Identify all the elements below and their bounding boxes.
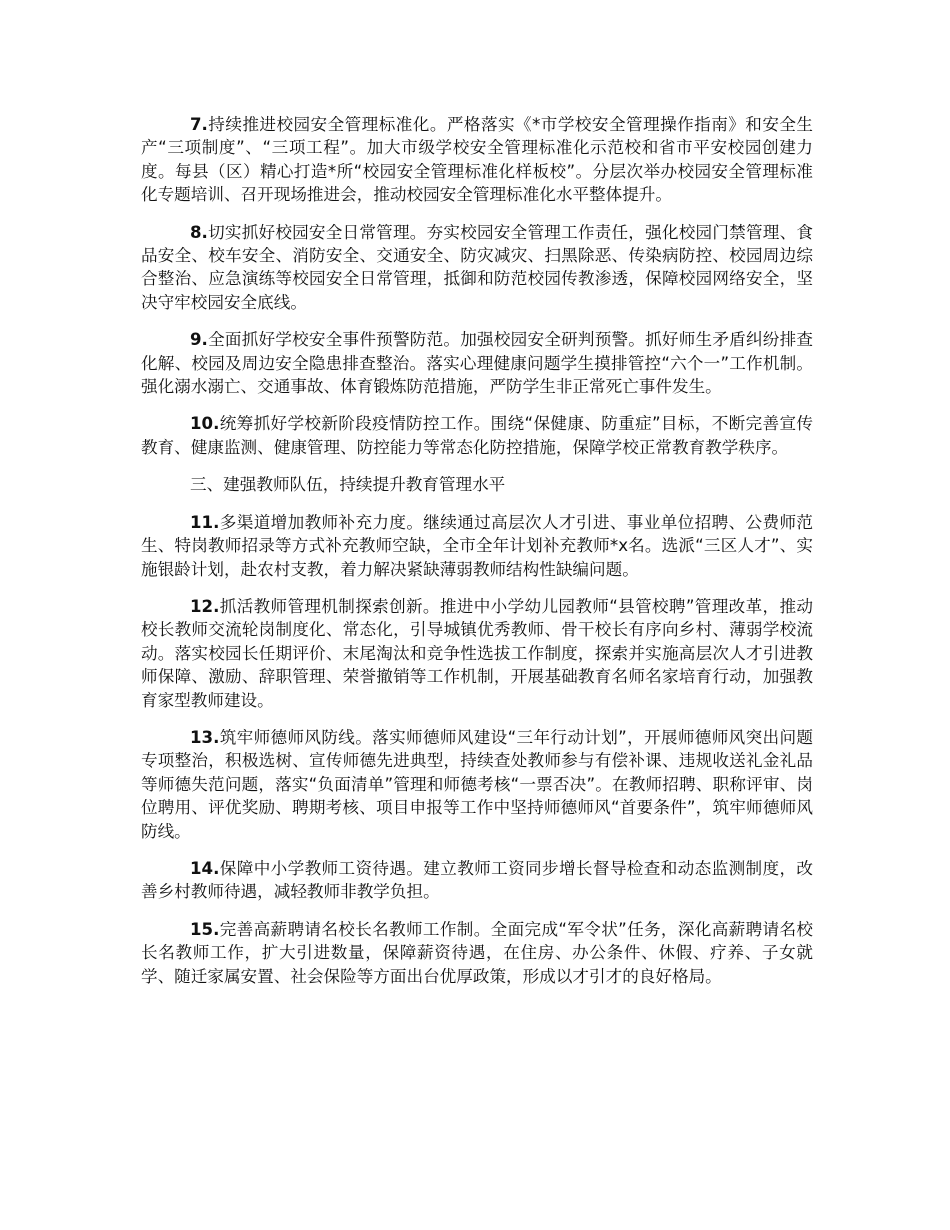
item-number: 8.	[190, 222, 208, 242]
paragraph-text: 筑牢师德师风防线。落实师德师风建设“三年行动计划”，开展师德师风突出问题专项整治，积极选树、宣传师德先进典型，持续查处教师参与有偿补课、违规收送礼金礼品等师德失范问题，落实“负面清单”管理和师德考核“一票否决”。在教师招聘、职称评审、岗位聘用、评优奖励、聘期考核、项目申报等工作中坚持师德师风“首要条件”，筑牢师德师风防线。	[141, 727, 813, 841]
paragraph-7	[141, 113, 813, 207]
paragraph-8	[141, 221, 813, 315]
paragraph-text: 保障中小学教师工资待遇。建立教师工资同步增长督导检查和动态监测制度，改善乡村教师待遇，减轻教师非教学负担。	[141, 858, 813, 902]
paragraph-13	[141, 726, 813, 843]
paragraph-text: 完善高薪聘请名校长名教师工作制。全面完成“军令状”任务，深化高薪聘请名校长名教师工作，扩大引进数量，保障薪资待遇，在住房、办公条件、休假、疗养、子女就学、随迁家属安置、社会保险等方面出台优厚政策，形成以才引才的良好格局。	[141, 919, 813, 986]
paragraph-text: 多渠道增加教师补充力度。继续通过高层次人才引进、事业单位招聘、公费师范生、特岗教师招录等方式补充教师空缺，全市全年计划补充教师*x名。选派“三区人才”、实施银龄计划，赴农村支教，着力解决紧缺薄弱教师结构性缺编问题。	[141, 512, 813, 579]
paragraph-text: 统筹抓好学校新阶段疫情防控工作。围绕“保健康、防重症”目标，不断完善宣传教育、健康监测、健康管理、防控能力等常态化防控措施，保障学校正常教育教学秩序。	[141, 414, 813, 457]
item-number: 14.	[190, 858, 220, 878]
document-body	[141, 113, 813, 1002]
paragraph-14	[141, 857, 813, 904]
item-number: 7.	[190, 115, 208, 134]
item-number: 13.	[190, 727, 220, 747]
section-heading: 三、建强教师队伍，持续提升教育管理水平	[190, 475, 506, 495]
paragraph-9	[141, 328, 813, 398]
paragraph-text: 切实抓好校园安全日常管理。夯实校园安全管理工作责任，强化校园门禁管理、食品安全、校车安全、消防安全、交通安全、防灾减灾、扫黑除恶、传染病防控、校园周边综合整治、应急演练等校园安全日常管理，抵御和防范校园传教渗透，保障校园网络安全，坚决守牢校园安全底线。	[141, 222, 813, 312]
paragraph-15	[141, 918, 813, 988]
paragraph-10	[141, 412, 813, 459]
item-number: 10.	[190, 414, 220, 434]
item-number: 11.	[190, 512, 220, 532]
item-number: 12.	[190, 596, 220, 616]
paragraph-12	[141, 595, 813, 712]
item-number: 15.	[190, 919, 220, 939]
paragraph-text: 持续推进校园安全管理标准化。严格落实《*市学校安全管理操作指南》和安全生产“三项制度”、“三项工程”。加大市级学校安全管理标准化示范校和省市平安校园创建力度。每县（区）精心打造*所“校园安全管理标准化样板校”。分层次举办校园安全管理标准化专题培训、召开现场推进会，推动校园安全管理标准化水平整体提升。	[141, 115, 813, 205]
item-number: 9.	[190, 330, 208, 350]
paragraph-text: 抓活教师管理机制探索创新。推进中小学幼儿园教师“县管校聘”管理改革，推动校长教师交流轮岗制度化、常态化，引导城镇优秀教师、骨干校长有序向乡村、薄弱学校流动。落实校园长任期评价、末尾淘汰和竞争性选拔工作制度，探索并实施高层次人才引进教师保障、激励、辞职管理、荣誉撤销等工作机制，开展基础教育名师名家培育行动，加强教育家型教师建设。	[141, 596, 813, 710]
paragraph-text: 全面抓好学校安全事件预警防范。加强校园安全研判预警。抓好师生矛盾纠纷排查化解、校园及周边安全隐患排查整治。落实心理健康问题学生摸排管控“六个一”工作机制。强化溺水溺亡、交通事故、体育锻炼防范措施，严防学生非正常死亡事件发生。	[141, 330, 813, 397]
paragraph-11	[141, 511, 813, 581]
